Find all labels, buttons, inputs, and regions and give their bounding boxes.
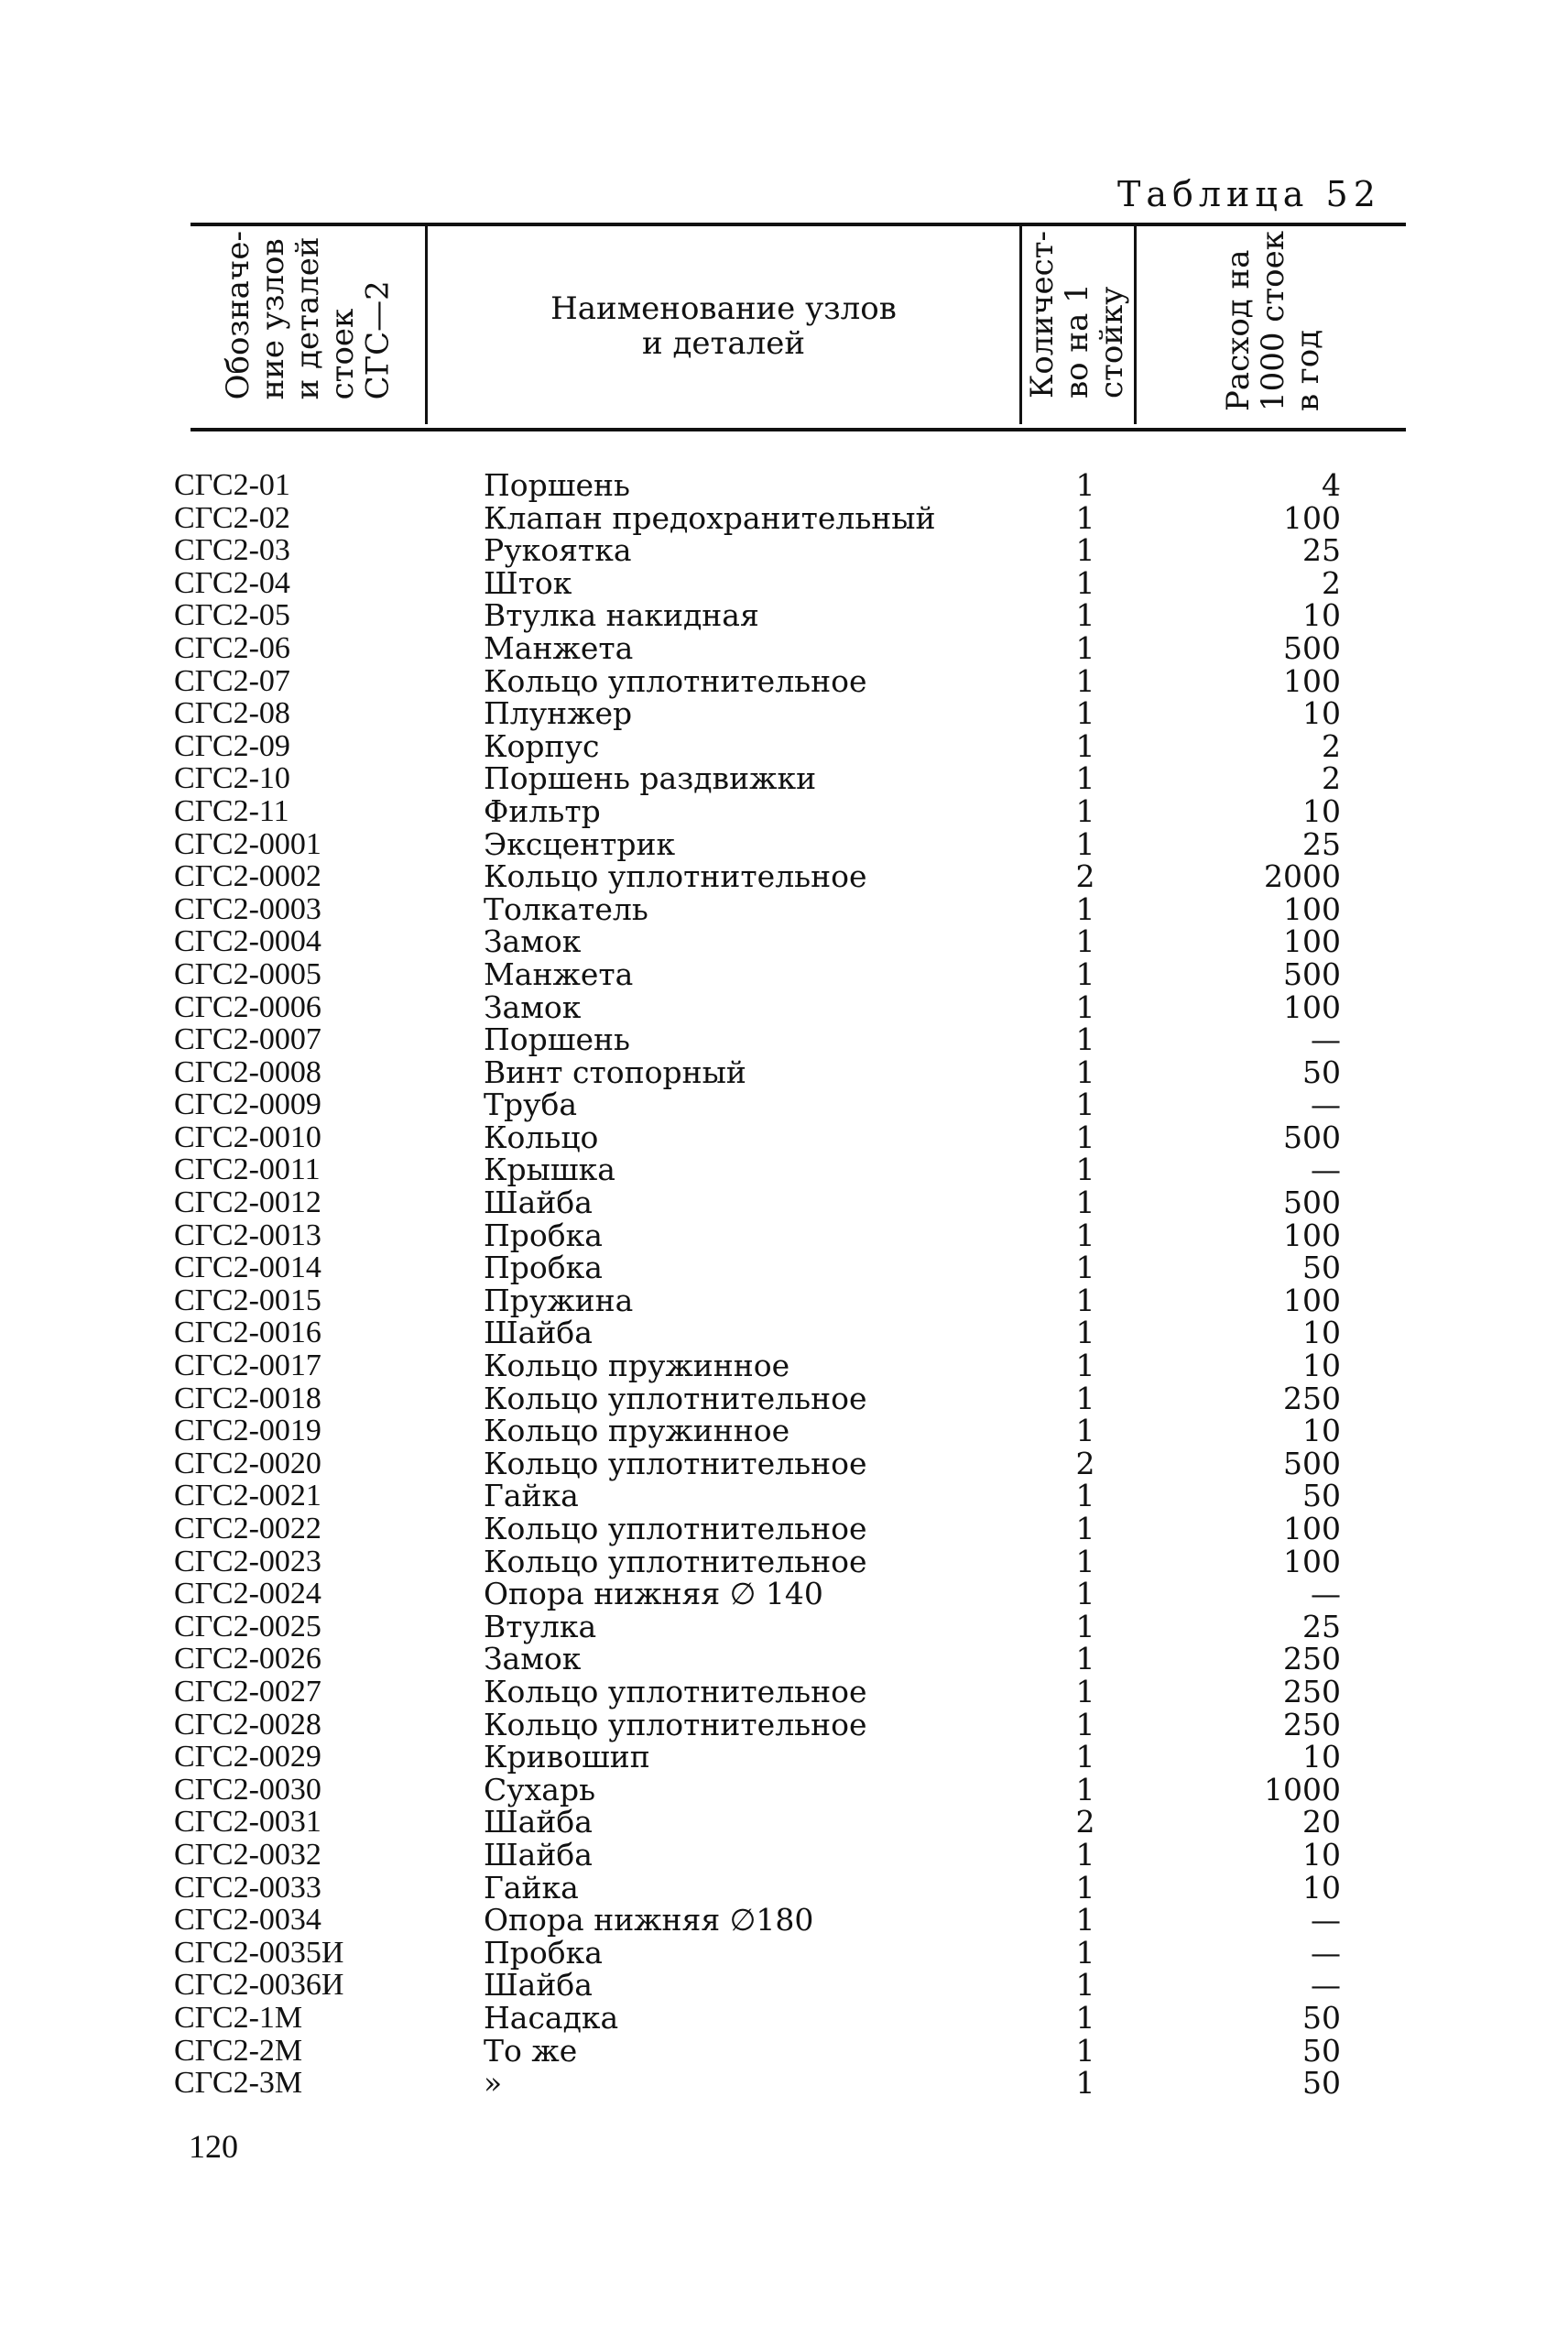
part-name: Клапан предохранительный bbox=[484, 499, 936, 536]
part-code: СГС2-0022 bbox=[174, 1512, 321, 1545]
table-row bbox=[0, 1088, 1568, 1121]
part-name: Гайка bbox=[484, 1869, 579, 1906]
part-name: Рукоятка bbox=[484, 532, 632, 569]
part-quantity: 1 bbox=[1075, 1641, 1095, 1677]
part-quantity: 1 bbox=[1075, 1413, 1095, 1449]
part-name: Насадка bbox=[484, 1999, 619, 2036]
part-consumption: 2 bbox=[1322, 727, 1341, 764]
part-code: СГС2-3М bbox=[174, 2066, 303, 2101]
part-consumption: 4 bbox=[1322, 467, 1341, 503]
table-row bbox=[0, 1447, 1568, 1480]
header-quantity bbox=[1024, 231, 1130, 419]
part-code: СГС2-10 bbox=[174, 761, 290, 796]
part-quantity: 1 bbox=[1075, 1934, 1095, 1971]
table-row bbox=[0, 1284, 1568, 1317]
part-consumption: 100 bbox=[1283, 1543, 1341, 1579]
part-consumption: 50 bbox=[1302, 1999, 1341, 2036]
part-consumption: 10 bbox=[1302, 1315, 1341, 1351]
part-quantity: 1 bbox=[1075, 1054, 1095, 1090]
part-consumption: 50 bbox=[1302, 2032, 1341, 2069]
part-name: Шток bbox=[484, 564, 572, 601]
part-consumption: 25 bbox=[1302, 1608, 1341, 1644]
part-quantity: 1 bbox=[1075, 1087, 1095, 1123]
part-name: Кривошип bbox=[484, 1739, 650, 1775]
part-consumption: — bbox=[1311, 1021, 1341, 1058]
part-consumption: — bbox=[1311, 1576, 1341, 1612]
part-code: СГС2-0016 bbox=[174, 1316, 321, 1350]
part-consumption: 10 bbox=[1302, 1869, 1341, 1906]
part-code: СГС2-04 bbox=[174, 565, 290, 600]
part-code: СГС2-0008 bbox=[174, 1054, 321, 1089]
part-code: СГС2-0010 bbox=[174, 1119, 321, 1154]
part-name: Фильтр bbox=[484, 792, 601, 829]
part-code: СГС2-0012 bbox=[174, 1185, 321, 1220]
part-name: Шайба bbox=[484, 1315, 593, 1351]
table-row bbox=[0, 1023, 1568, 1056]
part-code: СГС2-0031 bbox=[174, 1805, 321, 1840]
header-consumption bbox=[1145, 231, 1401, 419]
part-name: Замок bbox=[484, 988, 582, 1025]
part-quantity: 1 bbox=[1075, 2032, 1095, 2069]
part-quantity: 1 bbox=[1075, 825, 1095, 862]
part-consumption: 2000 bbox=[1264, 858, 1341, 895]
part-consumption: 250 bbox=[1283, 1641, 1341, 1677]
part-consumption: 25 bbox=[1302, 825, 1341, 862]
part-code: СГС2-0028 bbox=[174, 1707, 321, 1742]
part-quantity: 1 bbox=[1075, 2065, 1095, 2102]
part-name: Пружина bbox=[484, 1282, 634, 1318]
part-code: СГС2-0007 bbox=[174, 1022, 321, 1057]
table-row bbox=[0, 2032, 1568, 2069]
table-row bbox=[0, 1934, 1568, 1971]
part-name: Кольцо уплотнительное bbox=[484, 662, 867, 699]
header-divider-3 bbox=[1134, 226, 1137, 424]
table-row bbox=[0, 1545, 1568, 1578]
part-consumption: 10 bbox=[1302, 792, 1341, 829]
part-code: СГС2-0024 bbox=[174, 1577, 321, 1611]
part-consumption: 10 bbox=[1302, 695, 1341, 732]
table-row bbox=[0, 1608, 1568, 1644]
part-name: Винт стопорный bbox=[484, 1054, 746, 1090]
table-row bbox=[0, 762, 1568, 795]
part-quantity: 1 bbox=[1075, 1869, 1095, 1906]
part-quantity: 1 bbox=[1075, 1348, 1095, 1384]
part-code: СГС2-0003 bbox=[174, 891, 321, 926]
part-code: СГС2-0017 bbox=[174, 1349, 321, 1383]
part-consumption: — bbox=[1311, 1087, 1341, 1123]
part-quantity: 1 bbox=[1075, 564, 1095, 601]
part-quantity: 1 bbox=[1075, 1967, 1095, 2004]
part-consumption: 50 bbox=[1302, 1478, 1341, 1514]
part-consumption: 100 bbox=[1283, 988, 1341, 1025]
table-row bbox=[0, 988, 1568, 1025]
table-row bbox=[0, 1414, 1568, 1447]
part-name: Опора нижняя ∅ 140 bbox=[484, 1576, 823, 1612]
table-row bbox=[0, 599, 1568, 632]
part-name: Толкатель bbox=[484, 890, 648, 927]
part-quantity: 1 bbox=[1075, 1217, 1095, 1253]
part-consumption: 250 bbox=[1283, 1673, 1341, 1709]
part-name: Кольцо уплотнительное bbox=[484, 1543, 867, 1579]
part-consumption: 2 bbox=[1322, 564, 1341, 601]
part-consumption: 10 bbox=[1302, 1348, 1341, 1384]
part-name: Кольцо уплотнительное bbox=[484, 1445, 867, 1481]
part-consumption: 50 bbox=[1302, 1250, 1341, 1286]
part-name: Эксцентрик bbox=[484, 825, 676, 862]
part-quantity: 1 bbox=[1075, 1543, 1095, 1579]
part-name: Замок bbox=[484, 1641, 582, 1677]
part-quantity: 2 bbox=[1075, 1804, 1095, 1840]
part-quantity: 1 bbox=[1075, 629, 1095, 666]
part-quantity: 1 bbox=[1075, 1673, 1095, 1709]
part-code: СГС2-05 bbox=[174, 598, 290, 633]
table-row bbox=[0, 1512, 1568, 1545]
part-quantity: 1 bbox=[1075, 1021, 1095, 1058]
part-consumption: — bbox=[1311, 1934, 1341, 1971]
part-name: Пробка bbox=[484, 1250, 603, 1286]
header-divider-1 bbox=[425, 226, 428, 424]
part-consumption: 2 bbox=[1322, 760, 1341, 797]
part-quantity: 1 bbox=[1075, 662, 1095, 699]
part-code: СГС2-03 bbox=[174, 533, 290, 568]
part-quantity: 1 bbox=[1075, 1902, 1095, 1938]
part-code: СГС2-09 bbox=[174, 728, 290, 763]
part-code: СГС2-0033 bbox=[174, 1870, 321, 1905]
part-name: Поршень bbox=[484, 467, 630, 503]
table-row bbox=[0, 469, 1568, 502]
part-name: » bbox=[484, 2065, 503, 2102]
table-row bbox=[0, 1186, 1568, 1219]
part-consumption: 100 bbox=[1283, 1282, 1341, 1318]
part-code: СГС2-0005 bbox=[174, 956, 321, 991]
part-quantity: 1 bbox=[1075, 1250, 1095, 1286]
part-code: СГС2-0018 bbox=[174, 1381, 321, 1415]
table-row bbox=[0, 890, 1568, 927]
header-designation-text: Обозначе- ние узлов и деталей стоек СГС—2 bbox=[219, 231, 397, 400]
table-row bbox=[0, 1382, 1568, 1415]
part-consumption: 250 bbox=[1283, 1706, 1341, 1742]
part-quantity: 1 bbox=[1075, 1771, 1095, 1807]
table-row bbox=[0, 1056, 1568, 1089]
part-consumption: 500 bbox=[1283, 629, 1341, 666]
part-name: Манжета bbox=[484, 956, 634, 992]
part-name: Поршень bbox=[484, 1021, 630, 1058]
part-consumption: 500 bbox=[1283, 956, 1341, 992]
part-quantity: 1 bbox=[1075, 1739, 1095, 1775]
part-consumption: 500 bbox=[1283, 1119, 1341, 1155]
header-divider-2 bbox=[1019, 226, 1022, 424]
part-code: СГС2-0027 bbox=[174, 1674, 321, 1709]
part-quantity: 1 bbox=[1075, 727, 1095, 764]
part-quantity: 1 bbox=[1075, 1282, 1095, 1318]
header-name: Наименование узлов и деталей bbox=[550, 290, 897, 363]
table-row bbox=[0, 792, 1568, 829]
part-consumption: 100 bbox=[1283, 499, 1341, 536]
part-quantity: 1 bbox=[1075, 1119, 1095, 1155]
part-code: СГС2-0001 bbox=[174, 826, 321, 861]
table-row bbox=[0, 1643, 1568, 1676]
part-quantity: 1 bbox=[1075, 1152, 1095, 1188]
part-code: СГС2-0015 bbox=[174, 1283, 321, 1317]
part-consumption: 10 bbox=[1302, 597, 1341, 634]
part-quantity: 1 bbox=[1075, 695, 1095, 732]
table-row bbox=[0, 629, 1568, 666]
part-code: СГС2-01 bbox=[174, 468, 290, 502]
part-code: СГС2-0006 bbox=[174, 989, 321, 1024]
table-row bbox=[0, 1251, 1568, 1284]
header-top-rule bbox=[191, 223, 1406, 226]
part-quantity: 1 bbox=[1075, 499, 1095, 536]
part-code: СГС2-02 bbox=[174, 500, 290, 535]
part-name: Кольцо уплотнительное bbox=[484, 1706, 867, 1742]
part-name: Кольцо уплотнительное bbox=[484, 1511, 867, 1546]
part-quantity: 1 bbox=[1075, 760, 1095, 797]
part-quantity: 1 bbox=[1075, 890, 1095, 927]
part-name: Кольцо уплотнительное bbox=[484, 1380, 867, 1416]
part-code: СГС2-0026 bbox=[174, 1642, 321, 1676]
part-code: СГС2-0025 bbox=[174, 1609, 321, 1643]
part-consumption: 250 bbox=[1283, 1380, 1341, 1416]
part-name: Шайба bbox=[484, 1804, 593, 1840]
table-row bbox=[0, 1673, 1568, 1709]
part-quantity: 2 bbox=[1075, 858, 1095, 895]
header-bottom-rule bbox=[191, 428, 1406, 431]
part-code: СГС2-0023 bbox=[174, 1544, 321, 1578]
table-row bbox=[0, 564, 1568, 601]
table-row bbox=[0, 1316, 1568, 1349]
part-quantity: 1 bbox=[1075, 1511, 1095, 1546]
part-name: Пробка bbox=[484, 1217, 603, 1253]
part-code: СГС2-08 bbox=[174, 696, 290, 731]
part-consumption: 20 bbox=[1302, 1804, 1341, 1840]
part-consumption: 50 bbox=[1302, 1054, 1341, 1090]
part-quantity: 1 bbox=[1075, 988, 1095, 1025]
part-code: СГС2-0021 bbox=[174, 1479, 321, 1513]
table-row bbox=[0, 1869, 1568, 1906]
part-consumption: 500 bbox=[1283, 1185, 1341, 1221]
part-consumption: 10 bbox=[1302, 1413, 1341, 1449]
part-quantity: 1 bbox=[1075, 1185, 1095, 1221]
part-code: СГС2-0019 bbox=[174, 1414, 321, 1448]
part-code: СГС2-2М bbox=[174, 2033, 303, 2068]
part-quantity: 1 bbox=[1075, 1999, 1095, 2036]
table-row bbox=[0, 925, 1568, 958]
part-code: СГС2-0020 bbox=[174, 1446, 321, 1480]
part-quantity: 1 bbox=[1075, 1706, 1095, 1742]
table-row bbox=[0, 958, 1568, 991]
part-name: Кольцо пружинное bbox=[484, 1348, 790, 1384]
table-row bbox=[0, 1741, 1568, 1774]
part-quantity: 2 bbox=[1075, 1445, 1095, 1481]
part-consumption: 25 bbox=[1302, 532, 1341, 569]
table-row bbox=[0, 1153, 1568, 1186]
table-row bbox=[0, 1836, 1568, 1873]
table-row bbox=[0, 1806, 1568, 1839]
part-consumption: — bbox=[1311, 1152, 1341, 1188]
table-row bbox=[0, 1480, 1568, 1512]
part-consumption: 100 bbox=[1283, 890, 1341, 927]
part-code: СГС2-0009 bbox=[174, 1087, 321, 1122]
part-consumption: 1000 bbox=[1264, 1771, 1341, 1807]
part-quantity: 1 bbox=[1075, 1380, 1095, 1416]
part-code: СГС2-11 bbox=[174, 793, 289, 828]
header-designation bbox=[198, 231, 418, 419]
part-code: СГС2-0002 bbox=[174, 859, 321, 894]
part-name: Шайба bbox=[484, 1185, 593, 1221]
part-name: Шайба bbox=[484, 1967, 593, 2004]
part-quantity: 1 bbox=[1075, 1608, 1095, 1644]
part-consumption: — bbox=[1311, 1902, 1341, 1938]
table-row bbox=[0, 1999, 1568, 2036]
part-code: СГС2-0029 bbox=[174, 1740, 321, 1775]
part-quantity: 1 bbox=[1075, 532, 1095, 569]
part-name: Крышка bbox=[484, 1152, 615, 1188]
part-name: Втулка накидная bbox=[484, 597, 759, 634]
part-name: Поршень раздвижки bbox=[484, 760, 817, 797]
table-row bbox=[0, 1969, 1568, 2002]
part-quantity: 1 bbox=[1075, 1576, 1095, 1612]
part-consumption: 100 bbox=[1283, 923, 1341, 960]
table-row bbox=[0, 825, 1568, 862]
part-code: СГС2-1М bbox=[174, 2000, 303, 2035]
part-name: Корпус bbox=[484, 727, 600, 764]
page-number: 120 bbox=[189, 2128, 238, 2165]
part-consumption: 10 bbox=[1302, 1739, 1341, 1775]
part-name: Замок bbox=[484, 923, 582, 960]
part-quantity: 1 bbox=[1075, 923, 1095, 960]
part-consumption: — bbox=[1311, 1967, 1341, 2004]
table-row bbox=[0, 727, 1568, 764]
part-code: СГС2-0004 bbox=[174, 924, 321, 959]
table-body bbox=[0, 469, 1568, 2100]
part-consumption: 50 bbox=[1302, 2065, 1341, 2102]
part-code: СГС2-0034 bbox=[174, 1903, 321, 1938]
part-quantity: 1 bbox=[1075, 1315, 1095, 1351]
part-name: Пробка bbox=[484, 1934, 603, 1971]
table-caption: Таблица 52 bbox=[1117, 174, 1381, 214]
table-row bbox=[0, 1706, 1568, 1742]
part-code: СГС2-0032 bbox=[174, 1837, 321, 1872]
part-name: Сухарь bbox=[484, 1771, 596, 1807]
part-consumption: 100 bbox=[1283, 662, 1341, 699]
part-quantity: 1 bbox=[1075, 792, 1095, 829]
table-row bbox=[0, 1771, 1568, 1807]
part-name: Опора нижняя ∅180 bbox=[484, 1902, 814, 1938]
table-row bbox=[0, 1904, 1568, 1937]
table-row bbox=[0, 1349, 1568, 1382]
part-code: СГС2-06 bbox=[174, 630, 290, 665]
table-row bbox=[0, 1219, 1568, 1252]
part-code: СГС2-0014 bbox=[174, 1250, 321, 1285]
part-consumption: 100 bbox=[1283, 1511, 1341, 1546]
part-name: Кольцо пружинное bbox=[484, 1413, 790, 1449]
table-row bbox=[0, 662, 1568, 699]
table-row bbox=[0, 2067, 1568, 2100]
header-consumption-text: Расход на 1000 стоек в год bbox=[1219, 231, 1327, 412]
part-code: СГС2-07 bbox=[174, 663, 290, 698]
table-row bbox=[0, 1578, 1568, 1611]
part-quantity: 1 bbox=[1075, 1478, 1095, 1514]
part-name: Кольцо bbox=[484, 1119, 599, 1155]
part-name: Втулка bbox=[484, 1608, 597, 1644]
part-code: СГС2-0035И bbox=[174, 1935, 344, 1970]
part-consumption: 10 bbox=[1302, 1836, 1341, 1873]
part-name: То же bbox=[484, 2032, 578, 2069]
part-quantity: 1 bbox=[1075, 956, 1095, 992]
table-row bbox=[0, 697, 1568, 730]
part-code: СГС2-0030 bbox=[174, 1772, 321, 1807]
part-name: Кольцо уплотнительное bbox=[484, 1673, 867, 1709]
part-quantity: 1 bbox=[1075, 597, 1095, 634]
part-code: СГС2-0036И bbox=[174, 1968, 344, 2003]
table-row bbox=[0, 1121, 1568, 1154]
part-quantity: 1 bbox=[1075, 467, 1095, 503]
part-name: Труба bbox=[484, 1087, 578, 1123]
table-row bbox=[0, 499, 1568, 536]
part-name: Шайба bbox=[484, 1836, 593, 1873]
table-row bbox=[0, 534, 1568, 567]
part-name: Манжета bbox=[484, 629, 634, 666]
part-consumption: 100 bbox=[1283, 1217, 1341, 1253]
part-name: Кольцо уплотнительное bbox=[484, 858, 867, 895]
table-row bbox=[0, 860, 1568, 893]
part-consumption: 500 bbox=[1283, 1445, 1341, 1481]
part-quantity: 1 bbox=[1075, 1836, 1095, 1873]
part-code: СГС2-0011 bbox=[174, 1152, 321, 1187]
part-name: Гайка bbox=[484, 1478, 579, 1514]
header-quantity-text: Количест- во на 1 стойку bbox=[1023, 231, 1131, 399]
part-code: СГС2-0013 bbox=[174, 1218, 321, 1252]
part-name: Плунжер bbox=[484, 695, 633, 732]
